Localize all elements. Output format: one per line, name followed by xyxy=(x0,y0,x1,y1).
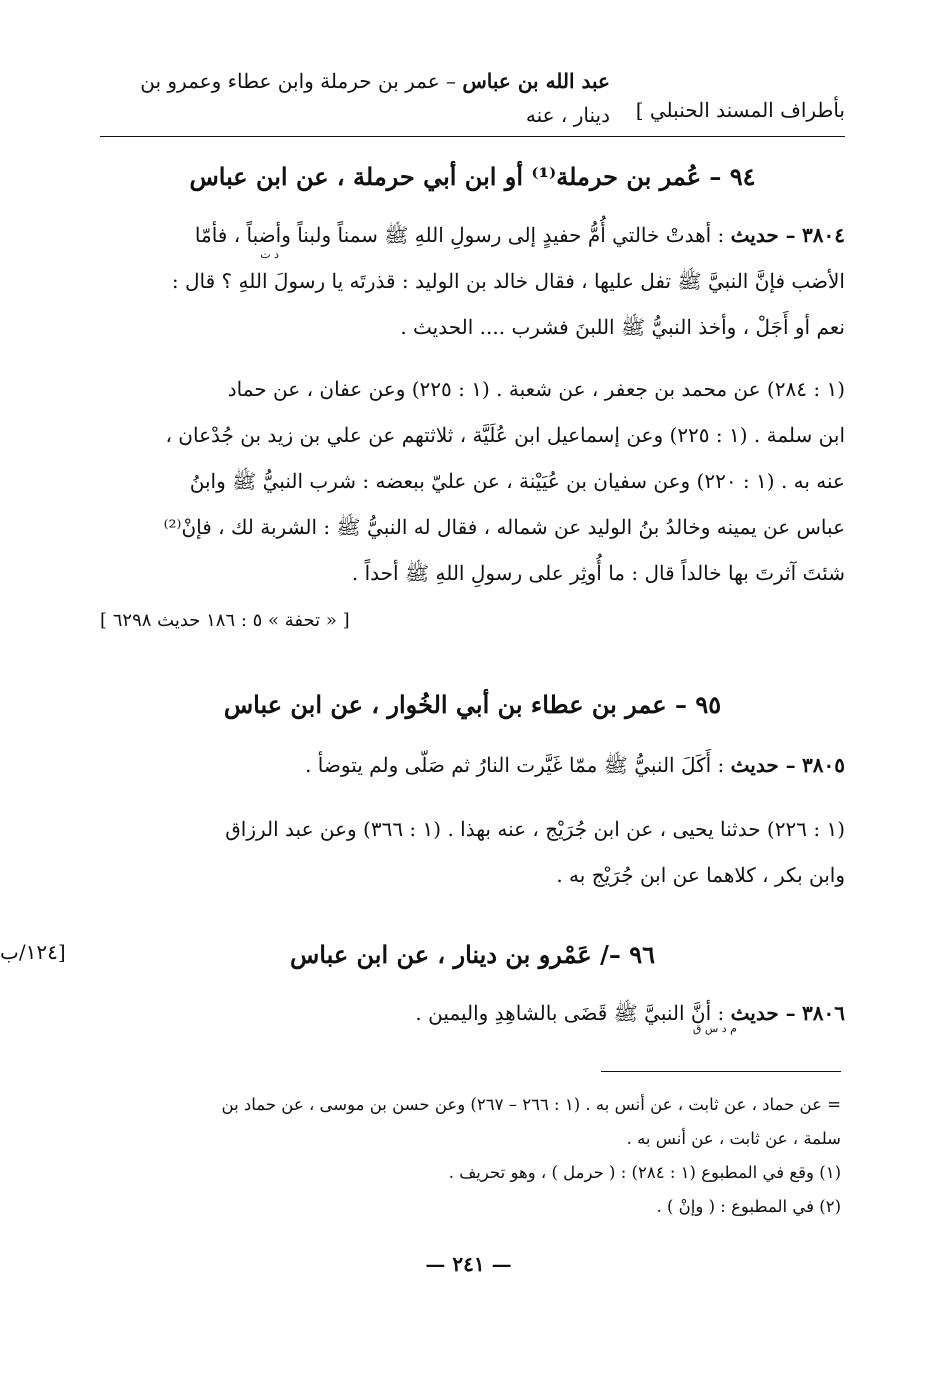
isnad-line: (١ : ٢٢٦) حدثنا يحيى ، عن ابن جُرَيْج ، عنه بهذا . (١ : ٣٦٦) وعن عبد الرزاق xyxy=(225,817,845,841)
running-header-line1: عبد الله بن عباس – عمر بن حرملة وابن عطاء وعمرو بن xyxy=(140,69,610,93)
book-title: بأطراف المسند الحنبلي ] xyxy=(635,98,845,122)
header-divider xyxy=(100,136,845,137)
footnote-line: = عن حماد ، عن ثابت ، عن أنس به . (١ : ٢٦٦ – ٢٦٧) وعن حسن بن موسى ، عن حماد بن xyxy=(221,1095,841,1114)
isnad-line: شئتَ آثرتَ بها خالداً قال : ما أُوثِر على رسولِ اللهِ ﷺ أحداً . xyxy=(351,561,845,585)
page-number: — ٢٤١ — xyxy=(425,1252,512,1276)
hadith-3804 xyxy=(100,212,845,350)
hadith-line: نعم أو أَجَلْ ، وأخذ النبيُّ ﷺ اللبنَ فشرب .... الحديث . xyxy=(400,315,845,339)
section-title-95: ٩٥ – عمر بن عطاء بن أبي الخُوار ، عن ابن عباس xyxy=(223,690,722,719)
isnad-line: وابن بكر ، كلاهما عن ابن جُرَيْج به . xyxy=(556,863,845,887)
running-header-line2: دينار ، عنه xyxy=(525,103,610,127)
footnote-1: (١) وقع في المطبوع (١ : ٢٨٤) : ( حرمل ) ، وهو تحريف . xyxy=(448,1163,841,1182)
margin-folio-note: [١٢٤/ب xyxy=(0,940,66,964)
isnad-line: عنه به . (١ : ٢٢٠) وعن سفيان بن عُيَيْنة ، عن عليّ ببعضه : شرب النبيُّ ﷺ وابنُ xyxy=(189,469,845,493)
hadith-line: ٣٨٠٦ – حديث : أنَّ النبيَّ ﷺ قَضَى بالشاهِدِ واليمين . xyxy=(415,1001,845,1025)
isnad-3805 xyxy=(100,806,845,898)
footnote-line: سلمة ، عن ثابت ، عن أنس به . xyxy=(626,1129,841,1148)
source-sigla: د ت xyxy=(260,248,279,261)
isnad-line: (١ : ٢٨٤) عن محمد بن جعفر ، عن شعبة . (١ : ٢٢٥) وعن عفان ، عن حماد xyxy=(227,377,845,401)
tuhfa-reference: [ « تحفة » ٥ : ١٨٦ حديث ٦٢٩٨ ] xyxy=(100,610,350,631)
hadith-line: ٣٨٠٤ – حديث : أهدتْ خالتي أُمُّ حفيدٍ إلى رسولِ اللهِ ﷺ سمناً ولبناً وأضباً ، فأمّا xyxy=(194,223,845,247)
footnote-divider xyxy=(601,1071,841,1072)
isnad-3804 xyxy=(100,366,845,596)
footnotes xyxy=(100,1088,841,1224)
running-header xyxy=(100,64,610,132)
isnad-line: عباس عن يمينه وخالدُ بنُ الوليد عن شماله ، فقال له النبيُّ ﷺ : الشربة لك ، فإنْ⁽²⁾ xyxy=(163,515,845,539)
section-title-94: ٩٤ – عُمر بن حرملة⁽¹⁾ أو ابن أبي حرملة ، عن ابن عباس xyxy=(189,162,756,191)
hadith-3805 xyxy=(100,742,845,788)
source-sigla: م د س ق xyxy=(692,1022,737,1035)
hadith-line: الأضب فإنَّ النبيَّ ﷺ تفل عليها ، فقال خالد بن الوليد : قذرتَه يا رسولَ اللهِ ؟ قال : xyxy=(171,269,845,293)
hadith-line: ٣٨٠٥ – حديث : أَكَلَ النبيُّ ﷺ ممّا غَيَّرت النارُ ثم صَلّى ولم يتوضأ . xyxy=(305,753,845,777)
section-title-96: ٩٦ –/ عَمْرو بن دينار ، عن ابن عباس xyxy=(289,940,655,969)
footnote-2: (٢) في المطبوع : ( وإنْ ) . xyxy=(656,1197,841,1216)
isnad-line: ابن سلمة . (١ : ٢٢٥) وعن إسماعيل ابن عُلَيَّة ، ثلاثتهم عن علي بن زيد بن جُدْعان ، xyxy=(165,423,845,447)
